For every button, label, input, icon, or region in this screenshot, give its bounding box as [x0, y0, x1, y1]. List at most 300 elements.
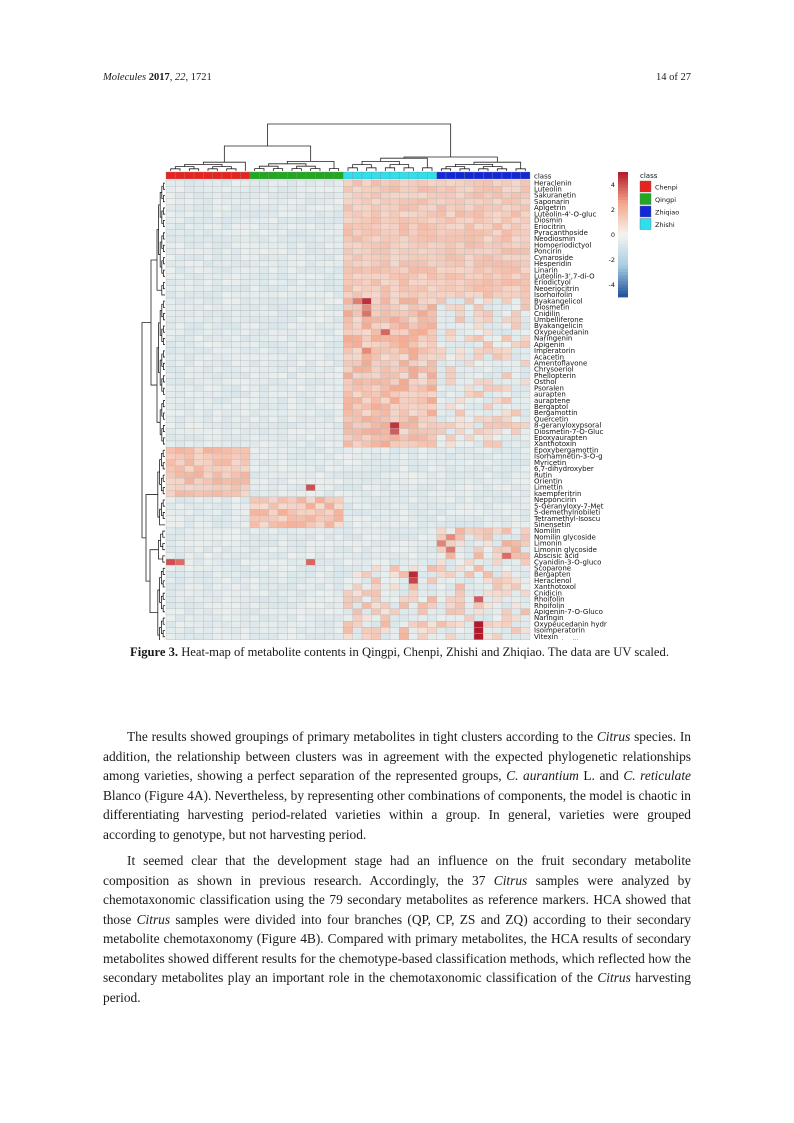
heatmap-cell — [474, 453, 483, 459]
heatmap-cell — [483, 348, 492, 354]
heatmap-cell — [521, 304, 530, 310]
heatmap-cell — [502, 298, 511, 304]
heatmap-cell — [306, 416, 315, 422]
heatmap-cell — [381, 360, 390, 366]
heatmap-cell — [259, 621, 268, 627]
class-annotation-cell — [259, 172, 268, 179]
heatmap-cell — [474, 441, 483, 447]
heatmap-cell — [175, 578, 184, 584]
heatmap-cell — [241, 578, 250, 584]
heatmap-cell — [185, 484, 194, 490]
heatmap-cell — [446, 379, 455, 385]
heatmap-cell — [446, 553, 455, 559]
heatmap-cell — [437, 205, 446, 211]
heatmap-cell — [381, 236, 390, 242]
heatmap-cell — [474, 379, 483, 385]
heatmap-cell — [362, 540, 371, 546]
heatmap-cell — [175, 236, 184, 242]
heatmap-cell — [334, 199, 343, 205]
heatmap-cell — [222, 466, 231, 472]
figure-reference-link[interactable]: 4 — [300, 931, 307, 946]
heatmap-cell — [455, 472, 464, 478]
heatmap-cell — [427, 205, 436, 211]
color-scale-segment — [618, 225, 628, 229]
heatmap-cell — [409, 484, 418, 490]
heatmap-cell — [231, 540, 240, 546]
heatmap-cell — [390, 460, 399, 466]
heatmap-cell — [287, 503, 296, 509]
metabolite-label: Orientin — [534, 477, 563, 486]
heatmap-cell — [390, 435, 399, 441]
heatmap-cell — [343, 441, 352, 447]
heatmap-cell — [269, 360, 278, 366]
heatmap-cell — [203, 248, 212, 254]
metabolite-label: Luteolin-4'-O-gluc — [534, 210, 597, 219]
heatmap-cell — [353, 348, 362, 354]
heatmap-cell — [390, 304, 399, 310]
heatmap-cell — [465, 460, 474, 466]
heatmap-cell — [278, 484, 287, 490]
heatmap-cell — [353, 516, 362, 522]
heatmap-cell — [231, 335, 240, 341]
heatmap-cell — [222, 422, 231, 428]
row-dendrogram-branch — [163, 531, 165, 537]
heatmap-cell — [418, 205, 427, 211]
heatmap-cell — [455, 522, 464, 528]
heatmap-cell — [297, 242, 306, 248]
heatmap-cell — [222, 429, 231, 435]
heatmap-cell — [250, 429, 259, 435]
heatmap-cell — [213, 547, 222, 553]
heatmap-cell — [278, 255, 287, 261]
heatmap-cell — [521, 503, 530, 509]
heatmap-cell — [353, 404, 362, 410]
heatmap-cell — [446, 267, 455, 273]
heatmap-cell — [511, 621, 520, 627]
heatmap-cell — [259, 255, 268, 261]
heatmap-cell — [306, 609, 315, 615]
heatmap-cell — [231, 584, 240, 590]
heatmap-cell — [409, 615, 418, 621]
class-annotation-cell — [371, 172, 380, 179]
heatmap-cell — [409, 509, 418, 515]
heatmap-cell — [194, 329, 203, 335]
heatmap-cell — [446, 255, 455, 261]
heatmap-cell — [185, 559, 194, 565]
metabolite-label: Amentoflavone — [534, 359, 588, 368]
heatmap-cell — [241, 186, 250, 192]
heatmap-cell — [409, 547, 418, 553]
heatmap-cell — [511, 410, 520, 416]
heatmap-cell — [502, 603, 511, 609]
row-dendrogram-branch — [163, 388, 165, 394]
heatmap-cell — [381, 292, 390, 298]
heatmap-cell — [175, 627, 184, 633]
heatmap-cell — [287, 565, 296, 571]
heatmap-cell — [390, 472, 399, 478]
heatmap-cell — [278, 453, 287, 459]
heatmap-cell — [381, 223, 390, 229]
heatmap-cell — [213, 410, 222, 416]
heatmap-cell — [194, 590, 203, 596]
heatmap-cell — [334, 391, 343, 397]
heatmap-cell — [315, 404, 324, 410]
heatmap-cell — [203, 391, 212, 397]
heatmap-cell — [194, 547, 203, 553]
row-dendrogram-branch — [163, 606, 165, 612]
heatmap-cell — [325, 503, 334, 509]
color-scale-segment — [618, 247, 628, 251]
heatmap-cell — [259, 534, 268, 540]
heatmap-cell — [418, 373, 427, 379]
heatmap-cell — [511, 435, 520, 441]
heatmap-cell — [446, 397, 455, 403]
heatmap-cell — [241, 441, 250, 447]
heatmap-cell — [315, 422, 324, 428]
heatmap-cell — [465, 565, 474, 571]
heatmap-cell — [381, 298, 390, 304]
heatmap-cell — [353, 615, 362, 621]
heatmap-cell — [315, 267, 324, 273]
heatmap-cell — [306, 435, 315, 441]
heatmap-cell — [493, 342, 502, 348]
heatmap-cell — [362, 273, 371, 279]
heatmap-cell — [278, 528, 287, 534]
heatmap-cell — [483, 397, 492, 403]
heatmap-cell — [297, 404, 306, 410]
heatmap-cell — [297, 236, 306, 242]
heatmap-cell — [362, 491, 371, 497]
color-scale-segment — [618, 294, 628, 298]
heatmap-cell — [231, 205, 240, 211]
heatmap-cell — [427, 584, 436, 590]
heatmap-cell — [371, 292, 380, 298]
heatmap-cell — [390, 360, 399, 366]
heatmap-cell — [231, 578, 240, 584]
heatmap-cell — [483, 416, 492, 422]
heatmap-cell — [455, 366, 464, 372]
column-dendrogram-branch — [390, 165, 409, 168]
heatmap-cell — [334, 410, 343, 416]
heatmap-cell — [390, 565, 399, 571]
column-dendrogram-branch — [381, 158, 428, 168]
heatmap-cell — [521, 429, 530, 435]
heatmap-cell — [175, 279, 184, 285]
heatmap-cell — [521, 286, 530, 292]
heatmap-cell — [521, 379, 530, 385]
heatmap-cell — [306, 429, 315, 435]
heatmap-cell — [353, 342, 362, 348]
heatmap-cell — [315, 478, 324, 484]
heatmap-cell — [287, 236, 296, 242]
heatmap-cell — [213, 248, 222, 254]
column-dendrogram-branch — [348, 168, 357, 171]
heatmap-cell — [334, 528, 343, 534]
heatmap-cell — [231, 547, 240, 553]
heatmap-cell — [511, 609, 520, 615]
heatmap-cell — [306, 323, 315, 329]
heatmap-cell — [334, 609, 343, 615]
heatmap-cell — [287, 192, 296, 198]
heatmap-cell — [437, 559, 446, 565]
heatmap-cell — [455, 441, 464, 447]
heatmap-cell — [203, 553, 212, 559]
heatmap-cell — [465, 435, 474, 441]
heatmap-cell — [390, 236, 399, 242]
heatmap-cell — [166, 230, 175, 236]
heatmap-cell — [465, 310, 474, 316]
heatmap-cell — [306, 447, 315, 453]
heatmap-cell — [353, 329, 362, 335]
heatmap-cell — [455, 286, 464, 292]
heatmap-cell — [362, 323, 371, 329]
heatmap-cell — [427, 422, 436, 428]
heatmap-cell — [418, 261, 427, 267]
heatmap-cell — [474, 298, 483, 304]
heatmap-cell — [521, 422, 530, 428]
color-scale-tick-label: -4 — [608, 281, 615, 289]
heatmap-cell — [269, 596, 278, 602]
heatmap-cell — [334, 261, 343, 267]
heatmap-cell — [362, 534, 371, 540]
heatmap-cell — [194, 255, 203, 261]
heatmap-cell — [287, 410, 296, 416]
heatmap-cell — [175, 242, 184, 248]
heatmap-cell — [278, 360, 287, 366]
heatmap-cell — [381, 180, 390, 186]
heatmap-cell — [241, 379, 250, 385]
heatmap-cell — [446, 223, 455, 229]
heatmap-cell — [465, 571, 474, 577]
heatmap-cell — [269, 478, 278, 484]
heatmap-cell — [185, 205, 194, 211]
heatmap-cell — [222, 435, 231, 441]
heatmap-cell — [381, 491, 390, 497]
row-dendrogram-branch — [163, 618, 165, 624]
heatmap-cell — [213, 255, 222, 261]
heatmap-cell — [287, 342, 296, 348]
class-annotation-cell — [437, 172, 446, 179]
heatmap-cell — [399, 354, 408, 360]
heatmap-cell — [306, 255, 315, 261]
heatmap-cell — [474, 534, 483, 540]
heatmap-cell — [306, 460, 315, 466]
heatmap-cell — [287, 559, 296, 565]
text-run: harvesting period. — [103, 970, 691, 1005]
heatmap-cell — [511, 236, 520, 242]
heatmap-cell — [502, 553, 511, 559]
heatmap-cell — [325, 379, 334, 385]
heatmap-cell — [511, 571, 520, 577]
heatmap-cell — [203, 304, 212, 310]
metabolite-label: Apigenin — [534, 340, 565, 349]
heatmap-cell — [390, 342, 399, 348]
heatmap-cell — [213, 484, 222, 490]
heatmap-cell — [222, 503, 231, 509]
heatmap-cell — [278, 603, 287, 609]
metabolite-label: Linarin — [534, 266, 558, 275]
heatmap-cell — [399, 366, 408, 372]
heatmap-cell — [231, 553, 240, 559]
heatmap-cell — [315, 615, 324, 621]
metabolite-label: Abscisic acid — [534, 552, 579, 561]
heatmap-cell — [483, 385, 492, 391]
heatmap-cell — [362, 286, 371, 292]
heatmap-cell — [278, 460, 287, 466]
heatmap-cell — [511, 205, 520, 211]
heatmap-cell — [446, 571, 455, 577]
heatmap-cell — [399, 261, 408, 267]
figure-reference-link[interactable]: 4 — [187, 787, 194, 803]
row-dendrogram-branch — [163, 376, 165, 382]
color-scale-segment — [618, 266, 628, 270]
heatmap-cell — [511, 323, 520, 329]
heatmap-cell — [390, 317, 399, 323]
heatmap-cell — [194, 354, 203, 360]
heatmap-cell — [409, 410, 418, 416]
heatmap-cell — [511, 385, 520, 391]
heatmap-cell — [185, 348, 194, 354]
heatmap-cell — [278, 317, 287, 323]
heatmap-cell — [521, 298, 530, 304]
heatmap-cell — [315, 298, 324, 304]
heatmap-cell — [521, 609, 530, 615]
heatmap-cell — [325, 466, 334, 472]
heatmap-cell — [493, 199, 502, 205]
heatmap-cell — [306, 304, 315, 310]
heatmap-cell — [203, 397, 212, 403]
heatmap-cell — [175, 391, 184, 397]
heatmap-cell — [427, 472, 436, 478]
heatmap-cell — [399, 634, 408, 640]
heatmap-cell — [362, 621, 371, 627]
heatmap-cell — [511, 441, 520, 447]
heatmap-cell — [222, 397, 231, 403]
heatmap-cell — [353, 627, 362, 633]
heatmap-cell — [493, 217, 502, 223]
heatmap-cell — [493, 540, 502, 546]
heatmap-cell — [446, 453, 455, 459]
heatmap-cell — [278, 286, 287, 292]
metabolite-label: Nomilin glycoside — [534, 533, 596, 542]
heatmap-cell — [287, 304, 296, 310]
heatmap-cell — [269, 534, 278, 540]
heatmap-cell — [455, 205, 464, 211]
heatmap-cell — [250, 460, 259, 466]
heatmap-cell — [390, 466, 399, 472]
metabolite-label: Bergaptol — [534, 402, 569, 411]
heatmap-cell — [185, 379, 194, 385]
heatmap-cell — [194, 453, 203, 459]
heatmap-cell — [418, 248, 427, 254]
heatmap-cell — [269, 236, 278, 242]
heatmap-cell — [455, 223, 464, 229]
heatmap-cell — [203, 385, 212, 391]
heatmap-cell — [409, 223, 418, 229]
heatmap-cell — [325, 342, 334, 348]
heatmap-cell — [465, 596, 474, 602]
row-dendrogram-branch — [163, 488, 165, 494]
heatmap-cell — [362, 186, 371, 192]
row-dendrogram-branch — [163, 401, 165, 407]
heatmap-cell — [213, 422, 222, 428]
heatmap-cell — [390, 609, 399, 615]
heatmap-cell — [241, 373, 250, 379]
heatmap-cell — [203, 634, 212, 640]
heatmap-cell — [353, 391, 362, 397]
heatmap-cell — [502, 366, 511, 372]
heatmap-cell — [446, 410, 455, 416]
heatmap-cell — [390, 422, 399, 428]
heatmap-cell — [493, 373, 502, 379]
heatmap-cell — [446, 627, 455, 633]
heatmap-cell — [334, 342, 343, 348]
heatmap-cell — [381, 335, 390, 341]
heatmap-cell — [259, 516, 268, 522]
heatmap-cell — [483, 329, 492, 335]
heatmap-cell — [418, 547, 427, 553]
heatmap-cell — [381, 379, 390, 385]
heatmap-cell — [399, 391, 408, 397]
heatmap-cell — [343, 466, 352, 472]
heatmap-cell — [297, 329, 306, 335]
heatmap-cell — [166, 509, 175, 515]
metabolite-label: Osthol — [534, 378, 557, 387]
heatmap-cell — [446, 335, 455, 341]
heatmap-cell — [325, 292, 334, 298]
heatmap-cell — [437, 547, 446, 553]
heatmap-cell — [259, 590, 268, 596]
heatmap-cell — [203, 217, 212, 223]
heatmap-cell — [241, 205, 250, 211]
heatmap-cell — [287, 298, 296, 304]
heatmap-cell — [297, 509, 306, 515]
heatmap-cell — [427, 273, 436, 279]
heatmap-cell — [315, 571, 324, 577]
heatmap-cell — [390, 242, 399, 248]
heatmap-cell — [259, 603, 268, 609]
heatmap-cell — [259, 553, 268, 559]
heatmap-cell — [315, 503, 324, 509]
heatmap-cell — [399, 242, 408, 248]
metabolite-label: Neoeriocitrin — [534, 284, 580, 293]
heatmap-cell — [390, 603, 399, 609]
heatmap-cell — [446, 385, 455, 391]
heatmap-cell — [213, 391, 222, 397]
heatmap-cell — [194, 460, 203, 466]
heatmap-cell — [175, 522, 184, 528]
heatmap-cell — [493, 317, 502, 323]
class-annotation-cell — [278, 172, 287, 179]
heatmap-cell — [437, 248, 446, 254]
heatmap-cell — [287, 429, 296, 435]
heatmap-cell — [353, 211, 362, 217]
heatmap-cell — [166, 634, 175, 640]
heatmap-cell — [250, 273, 259, 279]
heatmap-cell — [381, 516, 390, 522]
class-annotation-cell — [418, 172, 427, 179]
metabolite-label: Cnidicin — [534, 589, 562, 598]
heatmap-cell — [437, 627, 446, 633]
heatmap-cell — [409, 379, 418, 385]
heatmap-cell — [511, 553, 520, 559]
heatmap-cell — [269, 279, 278, 285]
heatmap-cell — [409, 273, 418, 279]
heatmap-cell — [222, 360, 231, 366]
heatmap-cell — [194, 211, 203, 217]
metabolite-label: Imperatorin — [534, 347, 576, 356]
heatmap-cell — [185, 211, 194, 217]
